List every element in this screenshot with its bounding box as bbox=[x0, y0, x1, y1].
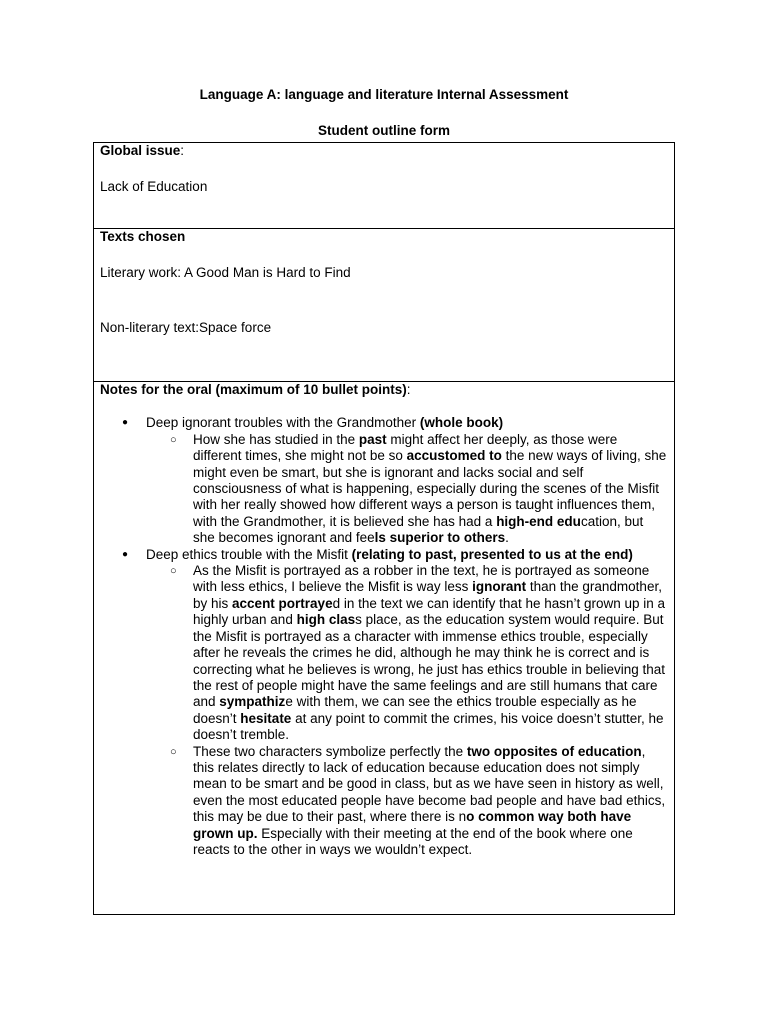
text-run: the new ways of living, she might even be smart, but she is ignorant and lacks social and self consciousness of what is happening, especially during the scenes of the Misfit with her really showed how different ways a person is taught influences them, with the Grandmother, it is believed she has had a bbox=[193, 448, 667, 529]
bold-run: two opposites of education bbox=[466, 743, 642, 759]
text-run: d in the text we can identify that he hasn’t grown up in a highly urban and bbox=[193, 595, 666, 628]
text-run: . bbox=[505, 530, 509, 546]
text-run: at any point to commit the crimes, his voice doesn’t stutter, he doesn’t tremble. bbox=[193, 710, 664, 743]
text-run: As the Misfit is portrayed as a robber in the text, he is portrayed as someone with less ethics, I believe the Misfit is way less bbox=[193, 563, 650, 595]
literary-work-label: Literary work: bbox=[100, 265, 185, 281]
bold-run: high clas bbox=[296, 612, 356, 628]
bullet-bold: (relating to past, presented to us at the end) bbox=[351, 546, 633, 562]
sub-bullet-list bbox=[146, 432, 668, 547]
texts-chosen-row bbox=[94, 229, 675, 382]
bold-run: sympathiz bbox=[219, 694, 286, 710]
list-item bbox=[146, 563, 668, 743]
bullet-text: Deep ethics trouble with the Misfit bbox=[146, 546, 352, 562]
notes-heading bbox=[100, 382, 668, 398]
texts-chosen-heading bbox=[100, 229, 668, 245]
list-item bbox=[146, 432, 668, 547]
bold-run: hesitate bbox=[240, 710, 292, 726]
bold-run: past bbox=[358, 431, 387, 447]
bold-run: accent portraye bbox=[232, 595, 333, 611]
text-run: These two characters symbolize perfectly the bbox=[193, 743, 467, 759]
list-item bbox=[100, 415, 668, 546]
global-issue-row bbox=[94, 143, 675, 229]
text-run: How she has studied in the bbox=[193, 431, 359, 447]
nonliterary-text-value: Space force bbox=[199, 319, 272, 335]
bullet-text: Deep ignorant troubles with the Grandmother bbox=[146, 415, 420, 431]
global-issue-cell bbox=[94, 143, 675, 229]
notes-cell bbox=[94, 382, 675, 915]
sub-bullet-list bbox=[146, 563, 668, 858]
document-title: Language A: language and literature Internal Assessment bbox=[199, 87, 569, 102]
outline-form-table bbox=[93, 142, 675, 915]
notes-row bbox=[94, 382, 675, 915]
form-subtitle: Student outline form bbox=[318, 123, 450, 138]
text-run: Especially with their meeting at the end of the book where one reacts to the other in ways we wouldn’t expect. bbox=[193, 825, 633, 857]
list-item bbox=[100, 547, 668, 859]
global-issue-heading bbox=[100, 143, 668, 159]
text-run: , this relates directly to lack of education because education does not simply mean to be smart and be good in class, but as we have seen in history as well, even the most educated people have become bad people and have bad ethics, this may be due to their past, where there is n bbox=[193, 743, 666, 825]
texts-chosen-cell bbox=[94, 229, 675, 382]
list-item bbox=[146, 744, 668, 859]
global-issue-colon: : bbox=[180, 143, 185, 158]
text-run: cation, but she becomes ignorant and fee bbox=[193, 513, 644, 546]
text-run: than the grandmother, by his bbox=[193, 579, 662, 611]
literary-work-value: A Good Man is Hard to Find bbox=[184, 265, 351, 281]
nonliterary-text-label: Non-literary text: bbox=[100, 319, 200, 335]
bold-run: ls superior to others bbox=[374, 530, 506, 546]
bold-run: accustomed to bbox=[406, 448, 502, 464]
texts-chosen-label: Texts chosen bbox=[100, 229, 186, 244]
bold-run: o common way both have grown up. bbox=[193, 809, 632, 841]
bullet-bold: (whole book) bbox=[419, 415, 504, 431]
literary-work-line bbox=[100, 265, 668, 281]
text-run: s place, as the education system would require. But the Misfit is portrayed as a character with immense ethics trouble, especially after he reveals the crimes he did, although he may think he is correct and is correcting what he believes is wrong, he just has ethics trouble in believing that the rest of people might have the same feelings and are still humans that care and bbox=[193, 612, 666, 710]
text-run: might affect her deeply, as those were different times, she might not be so bbox=[193, 431, 618, 464]
notes-label: Notes for the oral (maximum of 10 bullet points) bbox=[100, 382, 407, 397]
bold-run: ignorant bbox=[472, 579, 527, 595]
nonliterary-text-line bbox=[100, 320, 668, 336]
global-issue-label: Global issue bbox=[100, 143, 181, 158]
text-run: e with them, we can see the ethics trouble especially as he doesn’t bbox=[193, 694, 637, 726]
notes-bullet-list bbox=[100, 415, 668, 858]
bold-run: high-end edu bbox=[496, 513, 581, 529]
global-issue-value: Lack of Education bbox=[100, 179, 208, 195]
notes-colon: : bbox=[406, 382, 411, 397]
